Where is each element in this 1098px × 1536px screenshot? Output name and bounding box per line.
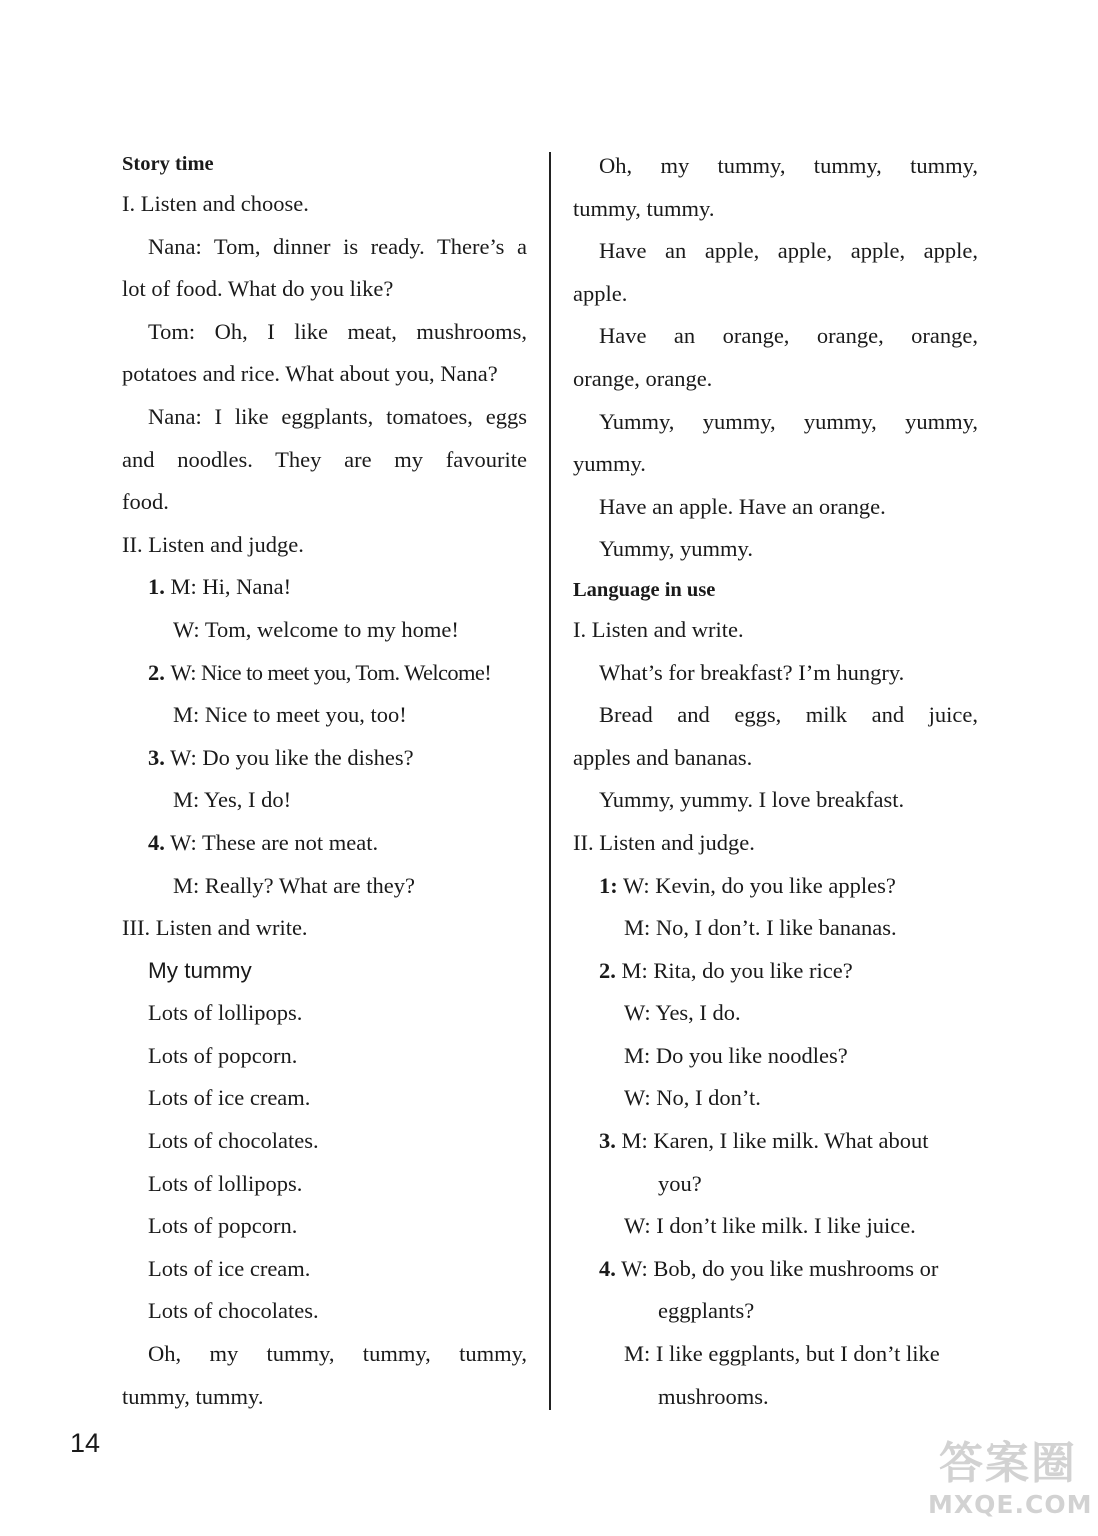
dialog-line: W: I don’t like milk. I like juice.: [624, 1213, 916, 1239]
dialog-line: [573, 865, 978, 908]
dialog-line: M: Nice to meet you, too!: [173, 702, 407, 728]
language-in-use-heading: Language in use: [573, 578, 716, 601]
song-line: Yummy, yummy, yummy, yummy,: [599, 408, 978, 434]
song-line: Yummy, yummy. I love breakfast.: [599, 787, 905, 813]
dialog-line: [122, 566, 527, 609]
item-number: 3.: [148, 744, 165, 770]
column-divider: [549, 152, 551, 1410]
story-line: lot of food. What do you like?: [122, 276, 394, 302]
dialog-line: M: No, I don’t. I like bananas.: [624, 915, 897, 941]
page-number: 14: [70, 1428, 101, 1458]
song-line: What’s for breakfast? I’m hungry.: [599, 659, 905, 685]
song-line: Bread and eggs, milk and juice,: [599, 702, 978, 728]
dialog-text: W: Kevin, do you like apples?: [622, 872, 896, 898]
song-line: orange, orange.: [573, 365, 713, 391]
item-number: 1.: [148, 574, 165, 600]
section-title: II. Listen and judge.: [122, 531, 304, 557]
story-line: Tom: Oh, I like meat, mushrooms,: [148, 318, 527, 344]
dialog-line: mushrooms.: [658, 1383, 769, 1409]
dialog-text: M: Hi, Nana!: [170, 574, 292, 600]
dialog-line: [573, 1248, 978, 1291]
dialog-line: W: Yes, I do.: [624, 1000, 741, 1026]
story-line: and noodles. They are my favourite: [122, 446, 527, 472]
song-line: Oh, my tummy, tummy, tummy,: [599, 153, 978, 178]
item-number: 2.: [148, 659, 165, 685]
song-line: tummy, tummy.: [573, 195, 715, 221]
story-line: Nana: Tom, dinner is ready. There’s a: [148, 233, 527, 259]
song-line: Lots of popcorn.: [148, 1042, 298, 1068]
watermark-logo: [928, 1438, 1093, 1530]
dialog-text: M: Karen, I like milk. What about: [621, 1128, 929, 1154]
song-line: Lots of chocolates.: [148, 1128, 319, 1154]
song-line: Lots of popcorn.: [148, 1213, 298, 1239]
section-title: III. Listen and write.: [122, 915, 308, 941]
dialog-line: M: Yes, I do!: [173, 787, 292, 813]
song-line: yummy.: [573, 451, 646, 477]
dialog-line: W: Tom, welcome to my home!: [173, 616, 459, 642]
dialog-text: W: These are not meat.: [170, 829, 379, 855]
song-line: Have an apple, apple, apple, apple,: [599, 238, 978, 264]
dialog-line: M: Do you like noodles?: [624, 1042, 848, 1068]
item-number: 1:: [599, 872, 618, 898]
story-time-heading: Story time: [122, 153, 214, 175]
watermark-text: 答案圈: [939, 1438, 1077, 1489]
story-line: potatoes and rice. What about you, Nana?: [122, 361, 498, 387]
story-line: food.: [122, 489, 169, 515]
dialog-line: [573, 950, 978, 993]
dialog-line: W: No, I don’t.: [624, 1085, 761, 1111]
dialog-line: [573, 1120, 978, 1163]
song-line: Lots of ice cream.: [148, 1085, 311, 1111]
song-line: tummy, tummy.: [122, 1383, 264, 1409]
dialog-line: [122, 737, 527, 780]
right-column: [573, 145, 978, 1418]
dialog-line: you?: [658, 1170, 702, 1196]
song-line: Lots of chocolates.: [148, 1298, 319, 1324]
song-line: apples and bananas.: [573, 744, 753, 770]
dialog-line: [122, 652, 527, 695]
song-line: Lots of lollipops.: [148, 1000, 303, 1026]
item-number: 3.: [599, 1128, 616, 1154]
song-line: Lots of ice cream.: [148, 1255, 311, 1281]
song-line: Have an apple. Have an orange.: [599, 493, 886, 519]
left-column: [122, 145, 527, 1418]
section-title: I. Listen and choose.: [122, 191, 309, 216]
section-title: I. Listen and write.: [573, 616, 744, 642]
dialog-text: W: Bob, do you like mushrooms or: [621, 1255, 939, 1281]
song-title: My tummy: [148, 957, 252, 983]
dialog-line: eggplants?: [658, 1298, 755, 1324]
song-line: Have an orange, orange, orange,: [599, 323, 978, 349]
dialog-text: W: Do you like the dishes?: [170, 744, 414, 770]
song-line: Yummy, yummy.: [599, 536, 753, 562]
dialog-text: W: Nice to meet you, Tom. Welcome!: [170, 659, 492, 685]
dialog-line: [122, 822, 527, 865]
watermark-url: MXQE.COM: [928, 1490, 1093, 1519]
dialog-line: M: Really? What are they?: [173, 872, 415, 898]
song-line: Lots of lollipops.: [148, 1170, 303, 1196]
item-number: 4.: [599, 1255, 616, 1281]
item-number: 4.: [148, 829, 165, 855]
dialog-line: M: I like eggplants, but I don’t like: [624, 1341, 940, 1367]
item-number: 2.: [599, 957, 616, 983]
section-title: II. Listen and judge.: [573, 829, 755, 855]
dialog-text: M: Rita, do you like rice?: [621, 957, 853, 983]
song-line: apple.: [573, 280, 628, 306]
story-line: Nana: I like eggplants, tomatoes, eggs: [148, 403, 527, 429]
song-line: Oh, my tummy, tummy, tummy,: [148, 1341, 527, 1367]
